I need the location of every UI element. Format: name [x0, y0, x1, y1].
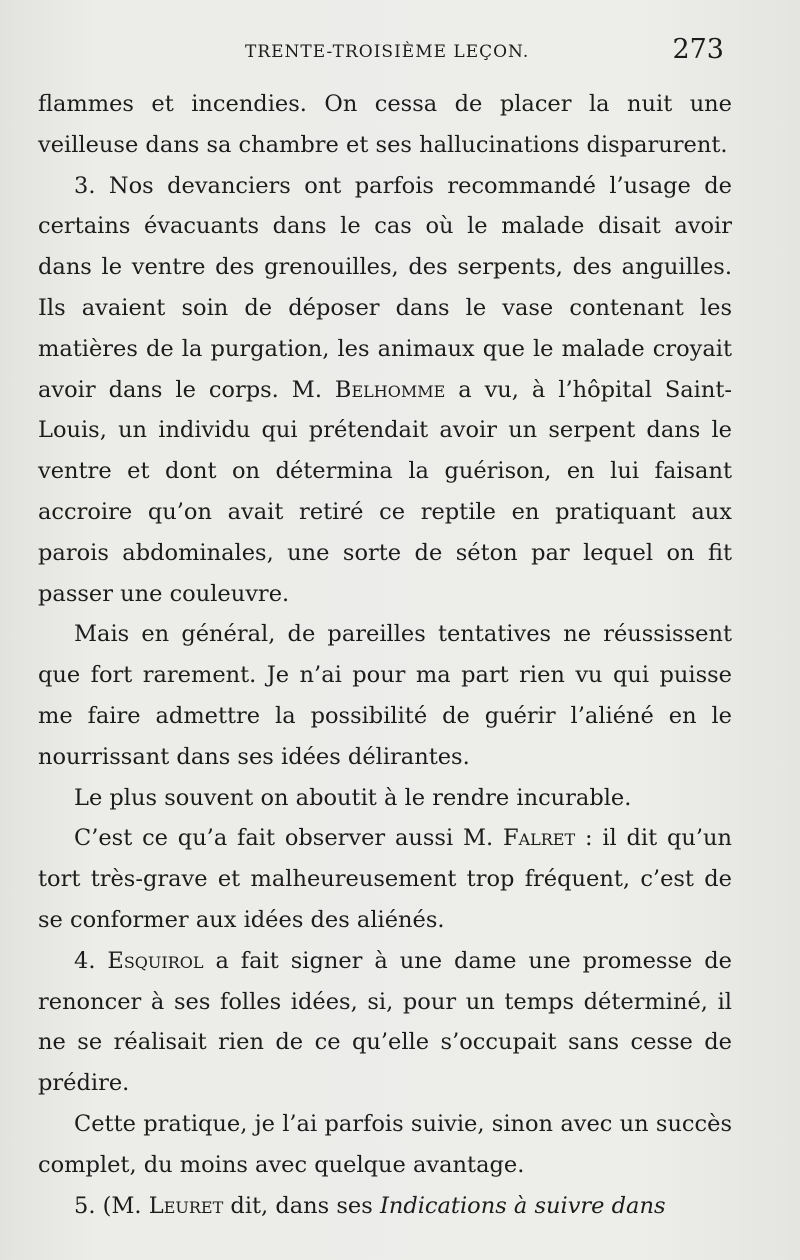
paragraph-8 [38, 1186, 732, 1227]
paragraph-5 [38, 818, 732, 940]
paragraph-3 [38, 614, 732, 777]
paragraph-2 [38, 166, 732, 615]
author-name-esquirol: Esquirol [107, 947, 204, 974]
paragraph-8-text-b: dit, dans ses [223, 1192, 380, 1219]
paragraph-2-text-b: a vu, à l’hôpital Saint-Louis, un individu qui prétendait avoir un serpent dans le ventre et dont on détermina la guérison, en lui faisant accroire qu’on avait retiré ce reptile en pratiquant aux parois abdominales, une sorte de séton par lequel on fit passer une couleuvre. [38, 376, 732, 607]
author-name-leuret: Leuret [148, 1192, 224, 1219]
paragraph-6-text-b: a fait signer à une dame une promesse de renoncer à ses folles idées, si, pour un temps déterminé, il ne se réalisait rien de ce qu’elle s’occupait sans cesse de prédire. [38, 947, 732, 1097]
paragraph-7 [38, 1104, 732, 1186]
paragraph-6 [38, 941, 732, 1104]
paragraph-3-text: Mais en général, de pareilles tentatives ne réussissent que fort rarement. Je n’ai pour ma part rien vu qui puisse me faire admettre la possibilité de guérir l’aliéné en le nourrissant dans ses idées délirantes. [38, 621, 732, 770]
running-head: TRENTE-TROISIÈME LEÇON. [245, 42, 530, 62]
author-name-falret: Falret [502, 825, 576, 852]
paragraph-8-italic-title: Indications à suivre dans [379, 1192, 666, 1219]
paragraph-2-text-a: 3. Nos devanciers ont parfois recommandé l’usage de certains évacuants dans le cas où le malade disait avoir dans le ventre des grenouilles, des serpents, des anguilles. Ils avaient soin de déposer dans le vase contenant les matières de la purgation, les animaux que le malade croyait avoir dans le corps. M. [38, 172, 732, 403]
paragraph-7-text: Cette pratique, je l’ai parfois suivie, sinon avec un succès complet, du moins avec quelque avantage. [38, 1110, 732, 1178]
page-number: 273 [672, 34, 724, 65]
paragraph-4 [38, 778, 732, 819]
page-header [40, 34, 730, 74]
paragraph-5-text-a: C’est ce qu’a fait observer aussi M. [74, 825, 503, 852]
paragraph-1-text: flammes et incendies. On cessa de placer la nuit une veilleuse dans sa chambre et ses hallucinations disparurent. [38, 91, 732, 158]
paragraph-1 [38, 84, 732, 166]
paragraph-6-text-a: 4. [74, 947, 108, 974]
body-text [38, 84, 732, 1226]
paragraph-5-text-b: : il dit qu’un tort très-grave et malheureusement trop fréquent, c’est de se conformer aux idées des aliénés. [38, 825, 732, 933]
paragraph-8-text-a: 5. (M. [74, 1192, 149, 1219]
paragraph-4-text: Le plus souvent on aboutit à le rendre incurable. [74, 784, 632, 811]
author-name-belhomme: Belhomme [334, 376, 446, 403]
